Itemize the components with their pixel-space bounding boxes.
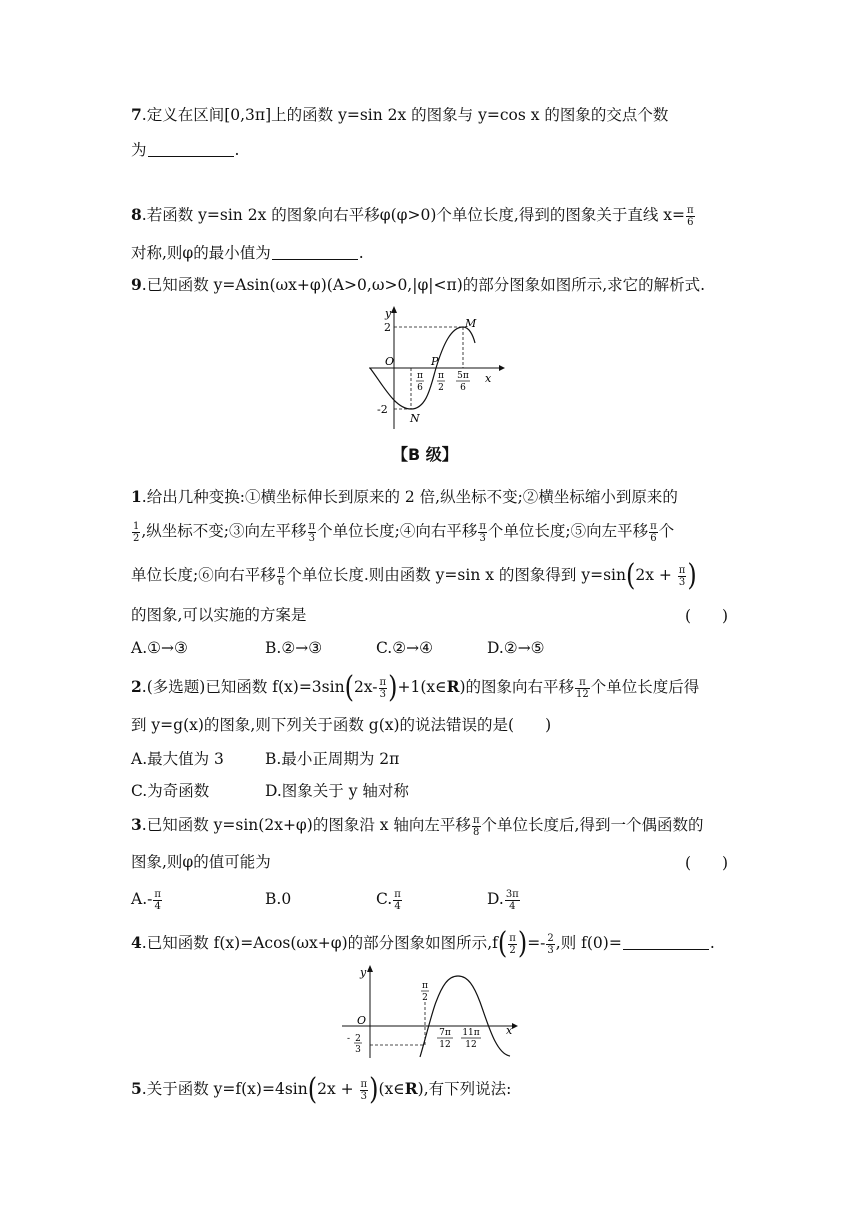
tick-5pi6-num: 5π [457,371,469,381]
b1-line-4 [131,604,306,626]
tick-11pi12-den: 12 [465,1040,477,1050]
y-axis-label: y [385,307,392,320]
q9-function-graph [365,305,505,433]
answer-blank[interactable] [148,142,234,157]
question-text: .若函数 y=sin 2x 的图象向右平移φ(φ>0)个单位长度,得到的图象关于直线 x= [141,206,685,224]
q8-line-1 [131,204,696,228]
answer-blank[interactable] [272,245,358,260]
origin-label: O [385,355,395,368]
question-text: 为 [131,141,147,159]
question-number: 8 [131,205,142,224]
tick-5pi6-den: 6 [460,383,466,393]
question-number: 7 [131,105,142,124]
question-text: .已知函数 y=Asin(ωx+φ)(A>0,ω>0,|φ|<π)的部分图象如图所示,求它的解析式. [141,276,706,294]
tick-pi2-den: 2 [422,993,428,1003]
q7-line-1 [131,104,668,126]
answer-paren: ( ) [685,854,729,872]
b2-option-b[interactable]: B.最小正周期为 2π [265,750,400,768]
question-number: 4 [131,933,142,952]
b2-line-1: 2.(多选题)已知函数 f(x)=3sin(2x- $\frac{\pi}{3}$ )+1(x∈R)的图象向右平移 $\frac{\pi}{12}$ 个单位长度后得 [131,669,700,705]
tick-neg-sign: - [347,1034,351,1044]
fraction: $\frac{\pi}{3}$ [308,520,316,544]
b3-option-c[interactable]: C. $\frac{\pi}{4}$ [376,888,401,912]
b4-function-graph [340,962,525,1062]
y-axis-label: y [360,966,367,979]
fraction: $\frac{\pi}{2}$ [509,932,516,956]
b1-option-c[interactable]: C.②→④ [376,639,434,657]
q9-line-1 [131,274,705,296]
fraction: $\frac{\pi}{3}$ [678,564,686,588]
fraction: $\frac{\pi}{3}$ [479,520,486,544]
x-axis-arrow [499,365,505,371]
question-text: 对称,则φ的最小值为 [131,244,271,262]
question-number: 5 [131,1079,142,1098]
fraction: $\frac{1}{2}$ [133,520,140,544]
b3-line-1: 3.已知函数 y=sin(2x+φ)的图象沿 x 轴向左平移 $\frac{\pi}{8}$ 个单位长度后,得到一个偶函数的 [131,814,704,838]
question-number: 9 [131,275,142,294]
question-text: 的图象,可以实施的方案是 [131,606,307,624]
tick-11pi12-num: 11π [462,1028,480,1038]
answer-paren: ( ) [685,607,729,625]
origin-label: O [357,1014,367,1027]
fraction: $\frac{\pi}{8}$ [472,814,480,838]
fraction: $\frac{2}{3}$ [547,932,554,956]
q8-line-2 [131,242,364,264]
fraction: $\frac{\pi}{3}$ [379,676,387,700]
b1-option-b[interactable]: B.②→③ [265,639,323,657]
tick-7pi12-den: 12 [439,1040,451,1050]
y-axis-arrow [391,306,397,313]
fraction: $\frac{\pi}{6}$ [650,520,657,544]
x-axis-label: x [506,1024,513,1037]
x-axis-label: x [485,372,492,385]
b2-option-c[interactable]: C.为奇函数 [131,782,210,800]
question-number: 3 [131,815,142,834]
question-number: 2 [131,677,142,696]
point-label-n: N [410,412,420,425]
b1-option-a[interactable]: A.①→③ [131,639,188,657]
q7-line-2 [131,139,239,161]
b4-line-1: 4.已知函数 f(x)=Acos(ωx+φ)的部分图象如图所示,f( $\frac{\pi}{2}$ )=- $\frac{2}{3}$ ,则 f(0)= . [131,925,715,961]
b1-line-3: 单位长度;⑥向右平移 $\frac{\pi}{6}$ 个单位长度.则由函数 y=sin x 的图象得到 y=sin(2x + $\frac{\pi}{3}$ ) [131,557,697,593]
b2-option-a[interactable]: A.最大值为 3 [131,750,224,768]
question-text: . [234,141,240,159]
section-heading: 【B 级】 [392,445,458,464]
b3-option-b[interactable]: B.0 [265,890,292,908]
question-number: 1 [131,487,142,506]
fraction: $\frac{\pi}{3}$ [360,1078,368,1102]
question-text: .给出几种变换:①横坐标伸长到原来的 2 倍,纵坐标不变;②横坐标缩小到原来的 [141,488,678,506]
point-label-p: P [431,355,439,368]
b3-option-a[interactable]: A.- $\frac{\pi}{4}$ [131,888,161,912]
fraction: $\frac{\pi}{12}$ [576,676,589,700]
question-text: .定义在区间[0,3π]上的函数 y=sin 2x 的图象与 y=cos x 的图象的交点个数 [141,106,669,124]
b1-option-d[interactable]: D.②→⑤ [487,639,545,657]
question-text: 图象,则φ的值可能为 [131,853,271,871]
tick-pi2-den: 2 [438,383,444,393]
tick-pi2-num: π [422,981,428,991]
b3-line-2 [131,851,271,873]
tick-pi2-num: π [438,371,444,381]
fraction: $\frac{\pi}{6}$ [277,564,285,588]
b5-line-1: 5.关于函数 y=f(x)=4sin(2x + $\frac{\pi}{3}$ )(x∈R),有下列说法: [131,1071,512,1107]
tick-neg23-num: 2 [355,1034,361,1044]
b2-option-d[interactable]: D.图象关于 y 轴对称 [265,782,409,800]
question-text: 到 y=g(x)的图象,则下列关于函数 g(x)的说法错误的是( ) [131,716,552,734]
tick-label-2: 2 [384,321,391,334]
b1-line-1 [131,486,678,508]
y-axis-arrow [367,965,373,972]
question-text: . [358,244,364,262]
b1-line-2: $\frac{1}{2}$ ,纵坐标不变;③向左平移 $\frac{\pi}{3}$ 个单位长度;④向右平移 $\frac{\pi}{3}$ 个单位长度;⑤向左平移 $\frac{\pi}{6}$ 个 [133,520,675,544]
tick-neg23-den: 3 [355,1045,361,1055]
b3-option-d[interactable]: D. $\frac{3\pi}{4}$ [487,888,519,912]
point-label-m: M [465,317,477,330]
tick-pi6-den: 6 [417,383,423,393]
x-axis-arrow [512,1023,518,1029]
tick-pi6-num: π [417,371,423,381]
answer-blank[interactable] [623,935,709,950]
tick-7pi12-num: 7π [439,1028,451,1038]
tick-label-neg2: -2 [377,403,388,416]
fraction: $\frac{\pi}{6}$ [686,204,694,228]
b2-line-2 [131,714,551,736]
